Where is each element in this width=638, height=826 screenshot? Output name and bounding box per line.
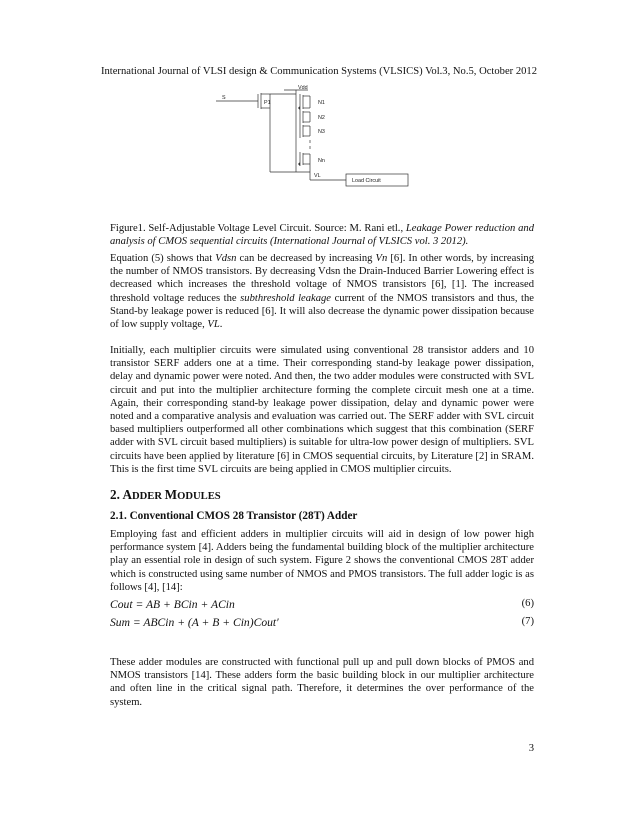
equation-sum (110, 616, 534, 629)
para1-italic-vdsn: Vdsn (215, 253, 237, 264)
page-number: 3 (528, 743, 534, 754)
section-number: 2. (110, 487, 123, 502)
para1-text-4: current of the NMOS transistors and thus, the Stand-by leakage power is reduced [6]. It will also decrease the dynamic power dissipation because of low supply voltage, (110, 292, 534, 331)
para1-italic-subthreshold: subthreshold leakage (240, 292, 332, 304)
para1-text-2: can be decreased by increasing (236, 253, 376, 264)
subsection-heading: 2.1. Conventional CMOS 28 Transistor (28T) Adder (110, 510, 358, 522)
section-heading-dder: DDER (132, 491, 165, 502)
journal-header: International Journal of VLSI design & Communication Systems (VLSICS) Vol.3, No.5, October 2012 (100, 66, 538, 77)
para1-text-1: Equation (5) shows that (110, 253, 216, 264)
paragraph-adders: Employing fast and efficient adders in multiplier circuits will aid in design of low power high performance system [4]. Adders being the fundamental building block of the multiplier architecture play an essential role in design of such system. Figure 2 shows the conventional CMOS 28T adder which is constructed using same number of NMOS and PMOS transistors. The full adder logic is as follows [4], [14]: (110, 529, 534, 593)
nn-label: Nn (318, 158, 325, 164)
figure-caption (110, 222, 534, 248)
section-heading-m: M (164, 487, 178, 502)
vdd-label: Vdd (298, 85, 308, 91)
vl-label: VL (314, 173, 321, 179)
section-heading-a: A (122, 487, 132, 502)
caption-text: Figure1. Self-Adjustable Voltage Level Circuit. Source: M. Rani etl., (110, 223, 406, 234)
equation-sum-expr: Sum = ABCin + (A + B + Cin)Cout′ (110, 616, 279, 629)
equation-cout (110, 598, 534, 611)
n2-label: N2 (318, 115, 325, 121)
paragraph-vdsn (110, 252, 534, 331)
section-heading (110, 487, 221, 503)
load-circuit-label: Load Circuit (352, 178, 381, 184)
svl-circuit-figure (206, 84, 412, 190)
equation-cout-expr: Cout = AB + BCin + ACin (110, 598, 235, 611)
section-heading-odules: ODULES (177, 491, 221, 502)
p1-label: P1 (264, 100, 271, 106)
para1-italic-vl: VL (207, 319, 220, 331)
n3-label: N3 (318, 129, 325, 135)
caption-source-title: Leakage Power reduction and analysis of CMOS sequential circuits (International Journal of VLSICS vol. 3 2012). (110, 223, 534, 248)
paragraph-modules: These adder modules are constructed with functional pull up and pull down blocks of PMOS and NMOS transistors [14]. These adders form the basic building block in our multiplier architecture and often line in the critical signal path. Therefore, it determines the over performance of the system. (110, 657, 534, 708)
para1-text-3: [6]. In other words, by increasing the number of NMOS transistors. By decreasing Vdsn the Drain-Induced Barrier Lowering effect is decreased which increases the threshold voltage of NMOS transistors [6], [1]. The increased threshold voltage reduces the (110, 253, 534, 304)
para1-text-5: . (219, 319, 223, 331)
n1-label: N1 (318, 100, 325, 106)
s-label: S (222, 95, 226, 101)
equation-number-6: (6) (521, 598, 534, 609)
para1-italic-vn: Vn (375, 253, 388, 264)
equation-number-7: (7) (521, 616, 534, 627)
paragraph-simulation: Initially, each multiplier circuits were simulated using conventional 28 transistor adders and 10 transistor SERF adders one at a time. Their corresponding stand-by leakage power dissipation, delay and dynamic power were noted. And then, the two adder modules were constructed with SVL circuit and put into the multiplier architecture forming the complete circuit mesh one at a time. Again, their corresponding stand-by leakage power dissipation, delay and dynamic power were noted and a comparative analysis and evaluation was carried out. The SERF adder with SVL circuit based multipliers outperformed all other combinations which suggest that this combination (SERF adder with SVL circuit based multipliers) is suitable for ultra-low power design of multipliers. SVL circuits have been applied by literature [6] in CMOS sequential circuits, by Literature [2] in SRAM. This is the first time SVL circuits are being applied in CMOS multiplier circuits. (110, 345, 534, 475)
